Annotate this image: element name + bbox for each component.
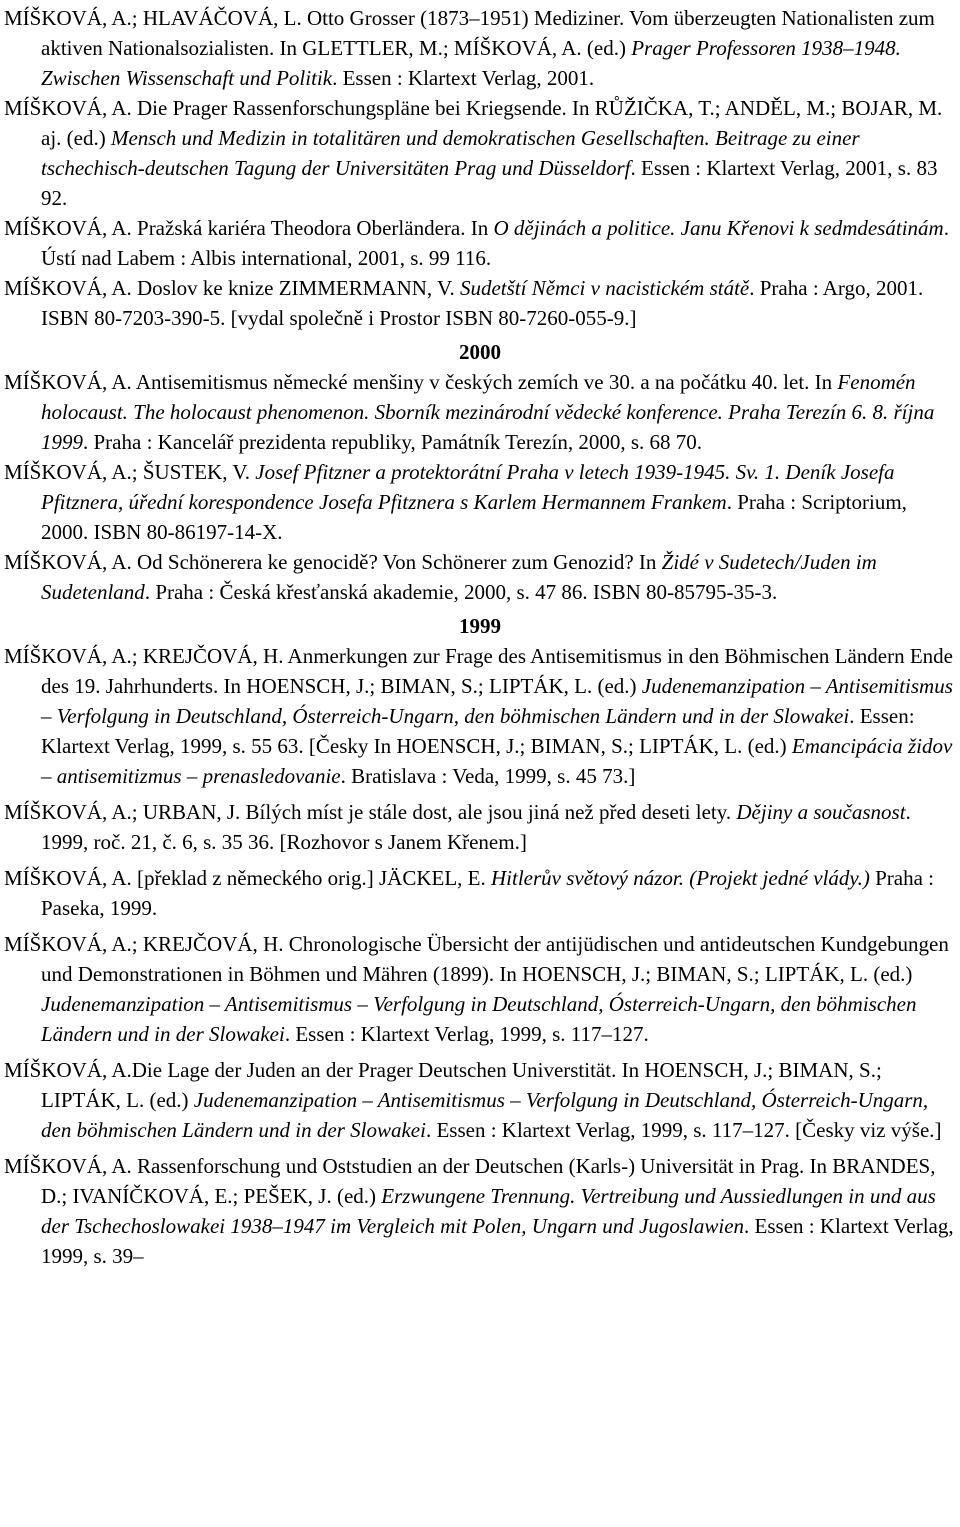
entry-title-italic: Sudetští Němci v nacistickém státě xyxy=(459,276,750,300)
entry-text: MÍŠKOVÁ, A.; KREJČOVÁ, H. Anmerkungen zur Frage des Antisemitismus in den Böhmischen Ländern Ende des 19. Jahrhunderts. In HOENSCH, J.; BIMAN, S.; LIPTÁK, L. (ed.) xyxy=(4,644,953,698)
entry-text: . 1999, roč. 21, č. 6, s. 35 36. [Rozhovor s Janem Křenem.] xyxy=(41,800,911,854)
entry-text: . Essen : Klartext Verlag, 2001. xyxy=(332,66,595,90)
bibliography-entry xyxy=(4,641,956,791)
entry-title-italic: Fenomén holocaust. The holocaust phenomenon. Sborník mezinárodní vědecké konference. Praha Terezín 6. 8. října 1999 xyxy=(41,370,935,454)
entry-text: . Praha : Argo, 2001. ISBN 80-7203-390-5. [vydal společně i Prostor ISBN 80-7260-055-9.] xyxy=(41,276,924,330)
entry-text: MÍŠKOVÁ, A.; KREJČOVÁ, H. Chronologische Übersicht der antijüdischen und antideutschen Kundgebungen und Demonstrationen in Böhmen und Mähren (1899). In HOENSCH, J.; BIMAN, S.; LIPTÁK, L. (ed.) xyxy=(4,932,949,986)
entry-title-italic: Judenemanzipation – Antisemitismus – Verfolgung in Deutschland, Ósterreich-Ungarn, den böhmischen Ländern und in der Slowakei xyxy=(41,1088,929,1142)
entry-text: . Praha : Česká křesťanská akademie, 2000, s. 47 86. ISBN 80-85795-35-3. xyxy=(144,580,778,604)
entry-text: . Ústí nad Labem : Albis international, 2001, s. 99 116. xyxy=(41,216,949,270)
bibliography-entry xyxy=(4,1055,956,1145)
bibliography-entry xyxy=(4,93,956,213)
entry-text: MÍŠKOVÁ, A. Die Prager Rassenforschungspläne bei Kriegsende. In RŮŽIČKA, T.; ANDĚL, M.; BOJAR, M. aj. (ed.) xyxy=(4,96,943,150)
entry-text: MÍŠKOVÁ, A. Od Schönerera ke genocidě? Von Schönerer zum Genozid? In xyxy=(4,550,662,574)
entry-title-italic: O dějinách a politice. Janu Křenovi k sedmdesátinám xyxy=(493,216,944,240)
entry-text: MÍŠKOVÁ, A.; HLAVÁČOVÁ, L. Otto Grosser (1873–1951) Mediziner. Vom überzeugten Nationalisten zum aktiven Nationalsozialisten. In GLETTLER, M.; MÍŠKOVÁ, A. (ed.) xyxy=(4,6,935,60)
bibliography-entry xyxy=(4,457,956,547)
entry-text: MÍŠKOVÁ, A. Antisemitismus německé menšiny v českých zemích ve 30. a na počátku 40. let. In xyxy=(4,370,838,394)
entry-text: MÍŠKOVÁ, A.; ŠUSTEK, V. xyxy=(4,460,256,484)
entry-text: . Essen : Klartext Verlag, 1999, s. 117–127. [Česky viz výše.] xyxy=(425,1118,942,1142)
bibliography-entry xyxy=(4,273,956,333)
entry-text: . Praha : Scriptorium, 2000. ISBN 80-86197-14-X. xyxy=(41,490,907,544)
bibliography-entry xyxy=(4,929,956,1049)
bibliography-entry xyxy=(4,367,956,457)
entry-title-italic: Židé v Sudetech/Juden im Sudetenland xyxy=(41,550,877,604)
entry-title-italic: Erzwungene Trennung. Vertreibung und Aussiedlungen in und aus der Tschechoslowakei 1938–1947 im Vergleich mit Polen, Ungarn und Jugoslawien xyxy=(41,1184,936,1238)
entry-text: . Essen : Klartext Verlag, 2001, s. 83 92. xyxy=(41,156,938,210)
entry-text: . Essen : Klartext Verlag, 1999, s. 117–127. xyxy=(284,1022,649,1046)
year-heading: 1999 xyxy=(459,614,501,638)
entry-title-italic: Prager Professoren 1938–1948. Zwischen Wissenschaft und Politik xyxy=(41,36,901,90)
bibliography-entry xyxy=(4,3,956,93)
bibliography-entry xyxy=(4,1151,956,1271)
bibliography-entry xyxy=(4,213,956,273)
entry-text: . Bratislava : Veda, 1999, s. 45 73.] xyxy=(340,764,636,788)
bibliography-entry xyxy=(4,863,956,923)
entry-title-italic: Dějiny a současnost xyxy=(736,800,906,824)
bibliography-entry xyxy=(4,547,956,607)
entry-title-italic: Hitlerův světový názor. (Projekt jedné vlády.) xyxy=(490,866,870,890)
entry-text: MÍŠKOVÁ, A. Pražská kariéra Theodora Oberländera. In xyxy=(4,216,494,240)
entry-title-italic: Judenemanzipation – Antisemitismus – Verfolgung in Deutschland, Ósterreich-Ungarn, den böhmischen Ländern und in der Slowakei xyxy=(41,674,953,728)
entry-text: . Essen : Klartext Verlag, 1999, s. 39– xyxy=(41,1214,954,1268)
entry-title-italic: Josef Pfitzner a protektorátní Praha v letech 1939-1945. Sv. 1. Deník Josefa Pfitznera, úřední korespondence Josefa Pfitznera s Karlem Hermannem Frankem xyxy=(41,460,895,514)
entry-text: Praha : Paseka, 1999. xyxy=(41,866,934,920)
entry-title-italic: Emancipácia židov – antisemitizmus – prenasledovanie xyxy=(41,734,953,788)
entry-text: MÍŠKOVÁ, A. [překlad z německého orig.] JÄCKEL, E. xyxy=(4,866,491,890)
entry-text: MÍŠKOVÁ, A.; URBAN, J. Bílých míst je stále dost, ale jsou jiná než před deseti lety. xyxy=(4,800,737,824)
entry-title-italic: Mensch und Medizin in totalitären und demokratischen Gesellschaften. Beitrage zu einer tschechisch-deutschen Tagung der Universitäten Prag und Düsseldorf xyxy=(41,126,860,180)
entry-text: MÍŠKOVÁ, A. Doslov ke knize ZIMMERMANN, V. xyxy=(4,276,460,300)
bibliography-entry xyxy=(4,797,956,857)
year-heading: 2000 xyxy=(459,340,501,364)
entry-text: . Praha : Kancelář prezidenta republiky, Památník Terezín, 2000, s. 68 70. xyxy=(83,430,703,454)
entry-text: . Essen: Klartext Verlag, 1999, s. 55 63. [Česky In HOENSCH, J.; BIMAN, S.; LIPTÁK, L. (ed.) xyxy=(41,704,915,758)
entry-text: MÍŠKOVÁ, A. Rassenforschung und Oststudien an der Deutschen (Karls-) Universität in Prag. In BRANDES, D.; IVANÍČKOVÁ, E.; PEŠEK, J. (ed.) xyxy=(4,1154,936,1208)
entry-title-italic: Judenemanzipation – Antisemitismus – Verfolgung in Deutschland, Ósterreich-Ungarn, den böhmischen Ländern und in der Slowakei xyxy=(41,992,917,1046)
entry-text: MÍŠKOVÁ, A.Die Lage der Juden an der Prager Deutschen Universtität. In HOENSCH, J.; BIMAN, S.; LIPTÁK, L. (ed.) xyxy=(4,1058,882,1112)
